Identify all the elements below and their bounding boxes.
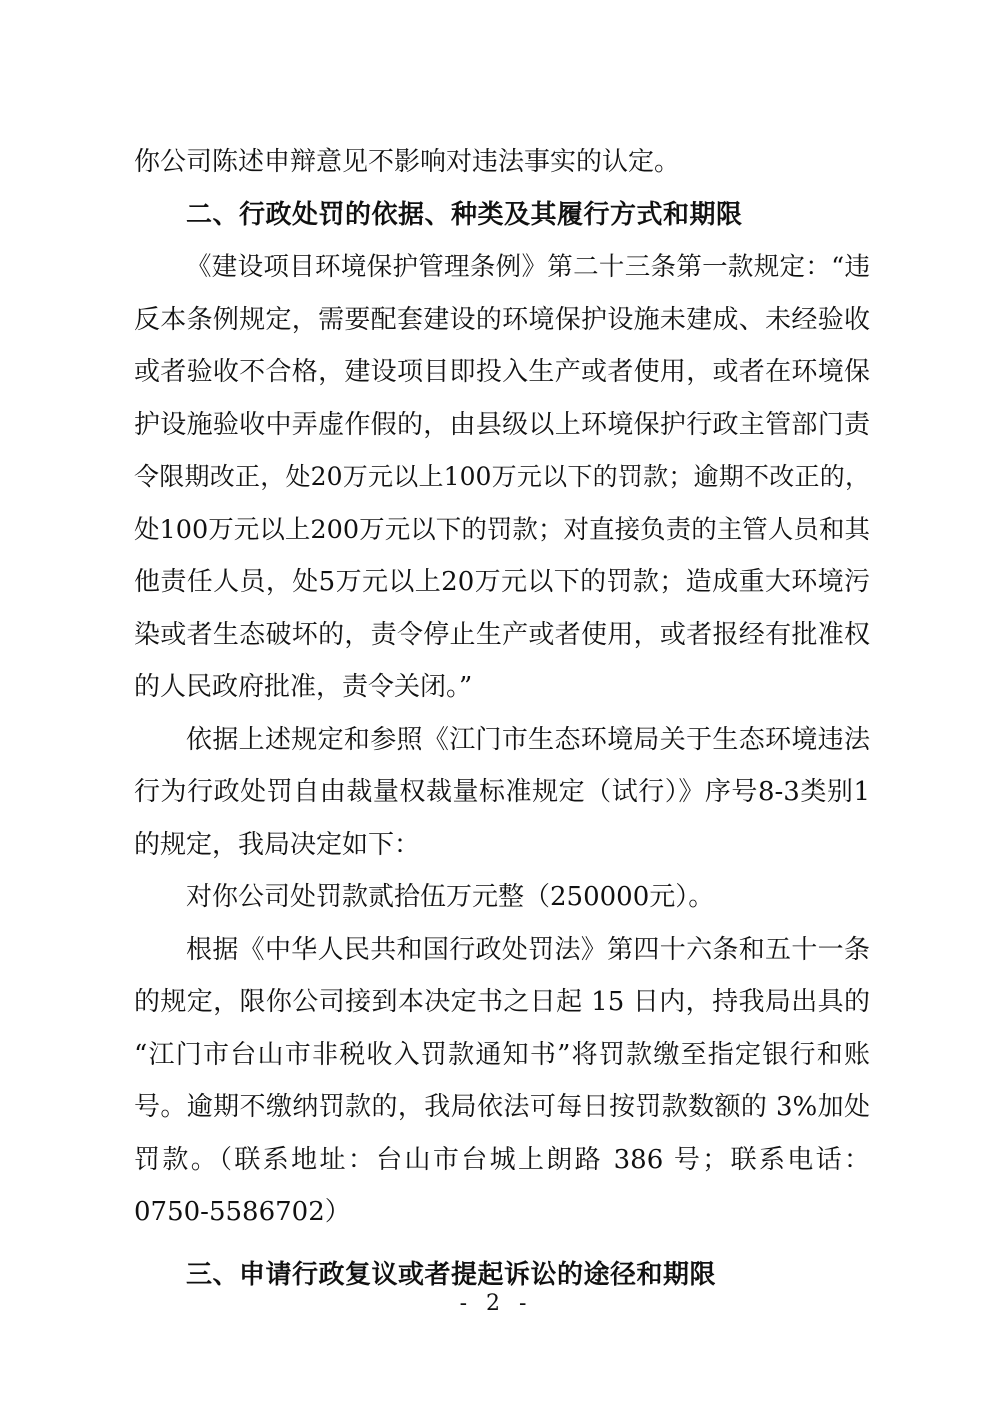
text-line: 反本条例规定，需要配套建设的环境保护设施未建成、未经验收 bbox=[134, 304, 870, 335]
text-line: 号。逾期不缴纳罚款的，我局依法可每日按罚款数额的 3%加处 bbox=[134, 1092, 870, 1122]
text-line: 罚款。（联系地址：台山市台城上朗路 386 号；联系电话： bbox=[134, 1144, 870, 1175]
text-line: “江门市台山市非税收入罚款通知书”将罚款缴至指定银行和账 bbox=[134, 1039, 870, 1070]
text-line: 的人民政府批准，责令关闭。” bbox=[134, 672, 473, 702]
paragraph bbox=[134, 714, 870, 872]
section-heading bbox=[134, 189, 870, 242]
text-line: 护设施验收中弄虚作假的，由县级以上环境保护行政主管部门责 bbox=[134, 409, 870, 440]
text-line: 依据上述规定和参照《江门市生态环境局关于生态环境违法 bbox=[186, 724, 870, 755]
text-line: 根据《中华人民共和国行政处罚法》第四十六条和五十一条 bbox=[186, 934, 870, 965]
text-line: 的规定，我局决定如下： bbox=[134, 829, 421, 860]
text-line: 0750-5586702） bbox=[134, 1197, 351, 1227]
page-number: - 2 - bbox=[459, 1291, 533, 1316]
text-line: 的规定，限你公司接到本决定书之日起 15 日内，持我局出具的 bbox=[134, 987, 870, 1017]
text-line: 或者验收不合格，建设项目即投入生产或者使用，或者在环境保 bbox=[134, 357, 870, 387]
heading-text: 三、申请行政复议或者提起诉讼的途径和期限 bbox=[186, 1259, 717, 1290]
paragraph bbox=[134, 136, 870, 189]
text-line: 他责任人员，处5万元以上20万元以下的罚款；造成重大环境污 bbox=[134, 567, 870, 597]
paragraph bbox=[134, 241, 870, 714]
text-line: 处100万元以上200万元以下的罚款；对直接负责的主管人员和其 bbox=[134, 514, 870, 545]
text-line: 你公司陈述申辩意见不影响对违法事实的认定。 bbox=[134, 147, 681, 177]
text-line: 行为行政处罚自由裁量权裁量标准规定（试行）》序号8-3类别1 bbox=[134, 777, 870, 807]
text-line: 对你公司处罚款贰拾伍万元整（250000元）。 bbox=[186, 882, 715, 912]
text-line: 令限期改正，处20万元以上100万元以下的罚款；逾期不改正的， bbox=[134, 462, 870, 491]
text-line: 染或者生态破坏的，责令停止生产或者使用，或者报经有批准权 bbox=[134, 619, 870, 650]
text-line: 《建设项目环境保护管理条例》第二十三条第一款规定：“违 bbox=[186, 252, 870, 282]
paragraph bbox=[134, 924, 870, 1239]
heading-text: 二、行政处罚的依据、种类及其履行方式和期限 bbox=[186, 199, 743, 230]
paragraph bbox=[134, 871, 870, 924]
document-body bbox=[134, 136, 870, 1301]
